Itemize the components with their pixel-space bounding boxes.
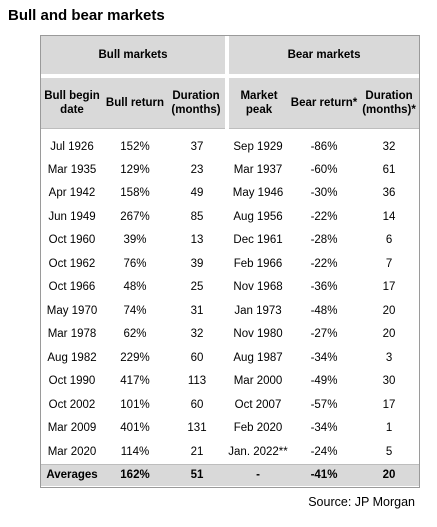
table-cell: 85 [190,210,204,223]
table-cell: 39 [190,257,204,270]
table-cell: Nov 1980 [233,328,283,341]
col-header-bull-begin: Bull begin date [41,76,103,129]
table-cell: 3 [385,351,393,364]
averages-cell: Averages [41,464,103,486]
table-cell: -57% [310,398,338,411]
table-cell: 60 [190,398,204,411]
table-cell: Sep 1929 [233,140,283,153]
table-row [41,276,419,300]
table-cell: 417% [120,375,150,388]
table-cell: -34% [310,351,338,364]
table-cell: Feb 2020 [233,422,283,435]
table-cell: 23 [190,163,204,176]
table-cell: 5 [385,445,393,458]
averages-cell: 20 [359,464,419,486]
table-cell: -60% [310,163,338,176]
col-header-market-peak: Market peak [227,76,289,129]
table-cell: Mar 1978 [47,328,97,341]
averages-row [41,464,419,486]
table-cell: -22% [310,257,338,270]
averages-cell: 162% [103,464,167,486]
table-cell: Aug 1956 [233,210,283,223]
table-row [41,417,419,441]
table-cell: 113 [187,375,207,388]
table-cell: May 1946 [232,187,284,200]
table-cell: Mar 2009 [47,422,97,435]
table-row [41,370,419,394]
table-cell: -34% [310,422,338,435]
table-cell: 152% [120,140,150,153]
table-row [41,299,419,323]
table-cell: 401% [120,422,150,435]
table-cell: 48% [123,281,147,294]
table-cell: Mar 2020 [47,445,97,458]
col-header-bear-duration: Duration (months)* [359,76,419,129]
table-body [41,129,419,486]
table-cell: 13 [190,234,204,247]
table-cell: 267% [120,210,150,223]
table-cell: Mar 2000 [233,375,283,388]
table-cell: Feb 1966 [233,257,283,270]
table-cell: 49 [190,187,204,200]
table-cell: 229% [120,351,150,364]
table-cell: Aug 1982 [47,351,97,364]
table-cell: 114% [120,445,150,458]
table-cell: 158% [120,187,150,200]
table-cell: -49% [310,375,338,388]
table-cell: Oct 1962 [48,257,96,270]
table-cell: -24% [310,445,338,458]
averages-cell: - [227,464,289,486]
table-cell: Aug 1987 [233,351,283,364]
table-cell: 21 [190,445,204,458]
table-cell: 14 [382,210,396,223]
table-cell: Mar 1937 [233,163,283,176]
table-cell: 39% [123,234,147,247]
table-cell: 20 [382,328,396,341]
table-cell: May 1970 [46,304,98,317]
group-header-bear: Bear markets [227,36,419,76]
table-cell: Dec 1961 [233,234,283,247]
table-cell: Jan. 2022** [228,445,288,458]
table-cell: 17 [382,398,396,411]
table-cell: 131 [187,422,207,435]
table-cell: Mar 1935 [47,163,97,176]
table-cell: -22% [310,210,338,223]
table-cell: 61 [382,163,396,176]
table-cell: Oct 2007 [234,398,282,411]
table-cell: 62% [123,328,147,341]
col-header-bull-return: Bull return [103,76,167,129]
table-cell: 6 [385,234,393,247]
page-title: Bull and bear markets [8,7,165,24]
table-cell: 20 [382,304,396,317]
group-header-bull: Bull markets [41,36,227,76]
table-row [41,229,419,253]
markets-table [41,36,419,486]
table-row [41,323,419,347]
table-cell: -28% [310,234,338,247]
table-cell: 101% [120,398,150,411]
table-cell: -48% [310,304,338,317]
table-row [41,158,419,182]
table-cell: 31 [190,304,204,317]
table-cell: 17 [382,281,396,294]
table-row [41,205,419,229]
table-cell: 60 [190,351,204,364]
table-cell: Apr 1942 [48,187,96,200]
table-cell: Jun 1949 [48,210,96,223]
table-cell: 32 [190,328,204,341]
table-row [41,129,419,159]
table-cell: -30% [310,187,338,200]
table-row [41,252,419,276]
table-cell: 36 [382,187,396,200]
table-row [41,393,419,417]
table-cell: -36% [310,281,338,294]
table-cell: 7 [385,257,393,270]
table-cell: Oct 1960 [48,234,96,247]
table-cell: 74% [123,304,147,317]
source-note: Source: JP Morgan [308,495,415,509]
table-cell: 32 [382,140,396,153]
table-row [41,182,419,206]
table-cell: Jul 1926 [50,140,94,153]
table-cell: -27% [310,328,338,341]
table-cell: 25 [190,281,204,294]
col-header-bull-duration: Duration (months) [167,76,227,129]
table-cell: 129% [120,163,150,176]
table-cell: Oct 1990 [48,375,96,388]
table-cell: 76% [123,257,147,270]
table-cell: Oct 2002 [48,398,96,411]
table-cell: -86% [310,140,338,153]
markets-table-frame [40,35,420,488]
table-cell: 30 [382,375,396,388]
averages-cell: -41% [289,464,359,486]
table-row [41,346,419,370]
table-row [41,440,419,464]
col-header-bear-return: Bear return* [289,76,359,129]
table-cell: 37 [190,140,204,153]
table-cell: Nov 1968 [233,281,283,294]
averages-cell: 51 [167,464,227,486]
table-cell: Oct 1966 [48,281,96,294]
table-cell: 1 [385,422,393,435]
table-cell: Jan 1973 [234,304,282,317]
